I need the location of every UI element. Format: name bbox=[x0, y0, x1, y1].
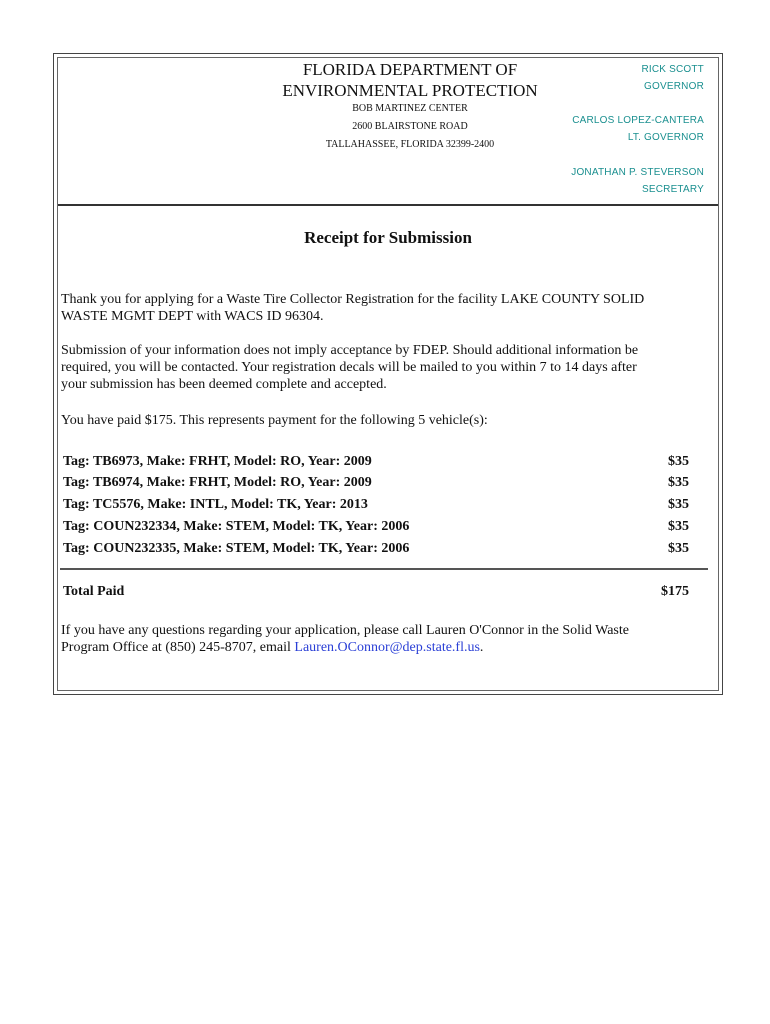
total-divider bbox=[60, 568, 708, 570]
notice-line-1: Submission of your information does not imply acceptance by FDEP. Should additional information be bbox=[61, 343, 639, 358]
contact-prefix: Program Office at (850) 245-8707, email bbox=[61, 640, 295, 655]
contact-paragraph bbox=[61, 622, 711, 656]
address-line-1: BOB MARTINEZ CENTER bbox=[352, 103, 468, 114]
vehicle-fee: $35 bbox=[668, 454, 689, 469]
payment-summary: You have paid $175. This represents payment for the following 5 vehicle(s): bbox=[61, 413, 488, 428]
vehicle-row bbox=[63, 454, 689, 470]
vehicle-row bbox=[63, 541, 689, 557]
governor-name: RICK SCOTT bbox=[641, 64, 704, 75]
notice-line-3: your submission has been deemed complete and accepted. bbox=[61, 377, 387, 392]
vehicle-description: Tag: TB6974, Make: FRHT, Model: RO, Year: 2009 bbox=[63, 475, 372, 490]
vehicle-description: Tag: TC5576, Make: INTL, Model: TK, Year: 2013 bbox=[63, 497, 368, 512]
header-divider bbox=[58, 204, 718, 206]
department-name-line1: FLORIDA DEPARTMENT OF bbox=[302, 60, 518, 79]
total-amount: $175 bbox=[661, 584, 689, 599]
lt-governor-title: LT. GOVERNOR bbox=[627, 132, 704, 143]
vehicle-description: Tag: COUN232334, Make: STEM, Model: TK, Year: 2006 bbox=[63, 519, 410, 534]
vehicle-fee: $35 bbox=[668, 519, 689, 534]
vehicle-row bbox=[63, 475, 689, 491]
notice-paragraph bbox=[61, 342, 711, 393]
vehicle-fee: $35 bbox=[668, 475, 689, 490]
vehicle-description: Tag: COUN232335, Make: STEM, Model: TK, Year: 2006 bbox=[63, 541, 410, 556]
vehicle-description: Tag: TB6973, Make: FRHT, Model: RO, Year: 2009 bbox=[63, 454, 372, 469]
secretary-title: SECRETARY bbox=[641, 184, 704, 195]
lt-governor-name: CARLOS LOPEZ-CANTERA bbox=[572, 115, 704, 126]
contact-suffix: . bbox=[479, 640, 484, 655]
intro-paragraph bbox=[61, 291, 711, 325]
address-line-2: 2600 BLAIRSTONE ROAD bbox=[352, 121, 468, 132]
department-name-line2: ENVIRONMENTAL PROTECTION bbox=[282, 81, 538, 100]
governor-title: GOVERNOR bbox=[644, 81, 704, 92]
total-label: Total Paid bbox=[63, 584, 125, 599]
vehicle-row bbox=[63, 519, 689, 535]
receipt-title: Receipt for Submission bbox=[304, 228, 472, 247]
total-row bbox=[63, 584, 689, 600]
contact-email-link[interactable]: Lauren.OConnor@dep.state.fl.us bbox=[294, 640, 480, 655]
contact-line-2 bbox=[61, 639, 711, 656]
notice-line-2: required, you will be contacted. Your registration decals will be mailed to you within 7 to 14 days after bbox=[61, 360, 637, 375]
address-line-3: TALLAHASSEE, FLORIDA 32399-2400 bbox=[325, 139, 495, 150]
vehicle-fee: $35 bbox=[668, 541, 689, 556]
vehicle-row bbox=[63, 497, 689, 513]
vehicle-fee: $35 bbox=[668, 497, 689, 512]
contact-line-1: If you have any questions regarding your application, please call Lauren O'Connor in the Solid Waste bbox=[61, 623, 629, 638]
intro-line-1: Thank you for applying for a Waste Tire Collector Registration for the facility LAKE COUNTY SOLID bbox=[61, 292, 645, 307]
intro-line-2: WASTE MGMT DEPT with WACS ID 96304. bbox=[61, 309, 324, 324]
secretary-name: JONATHAN P. STEVERSON bbox=[571, 167, 704, 178]
